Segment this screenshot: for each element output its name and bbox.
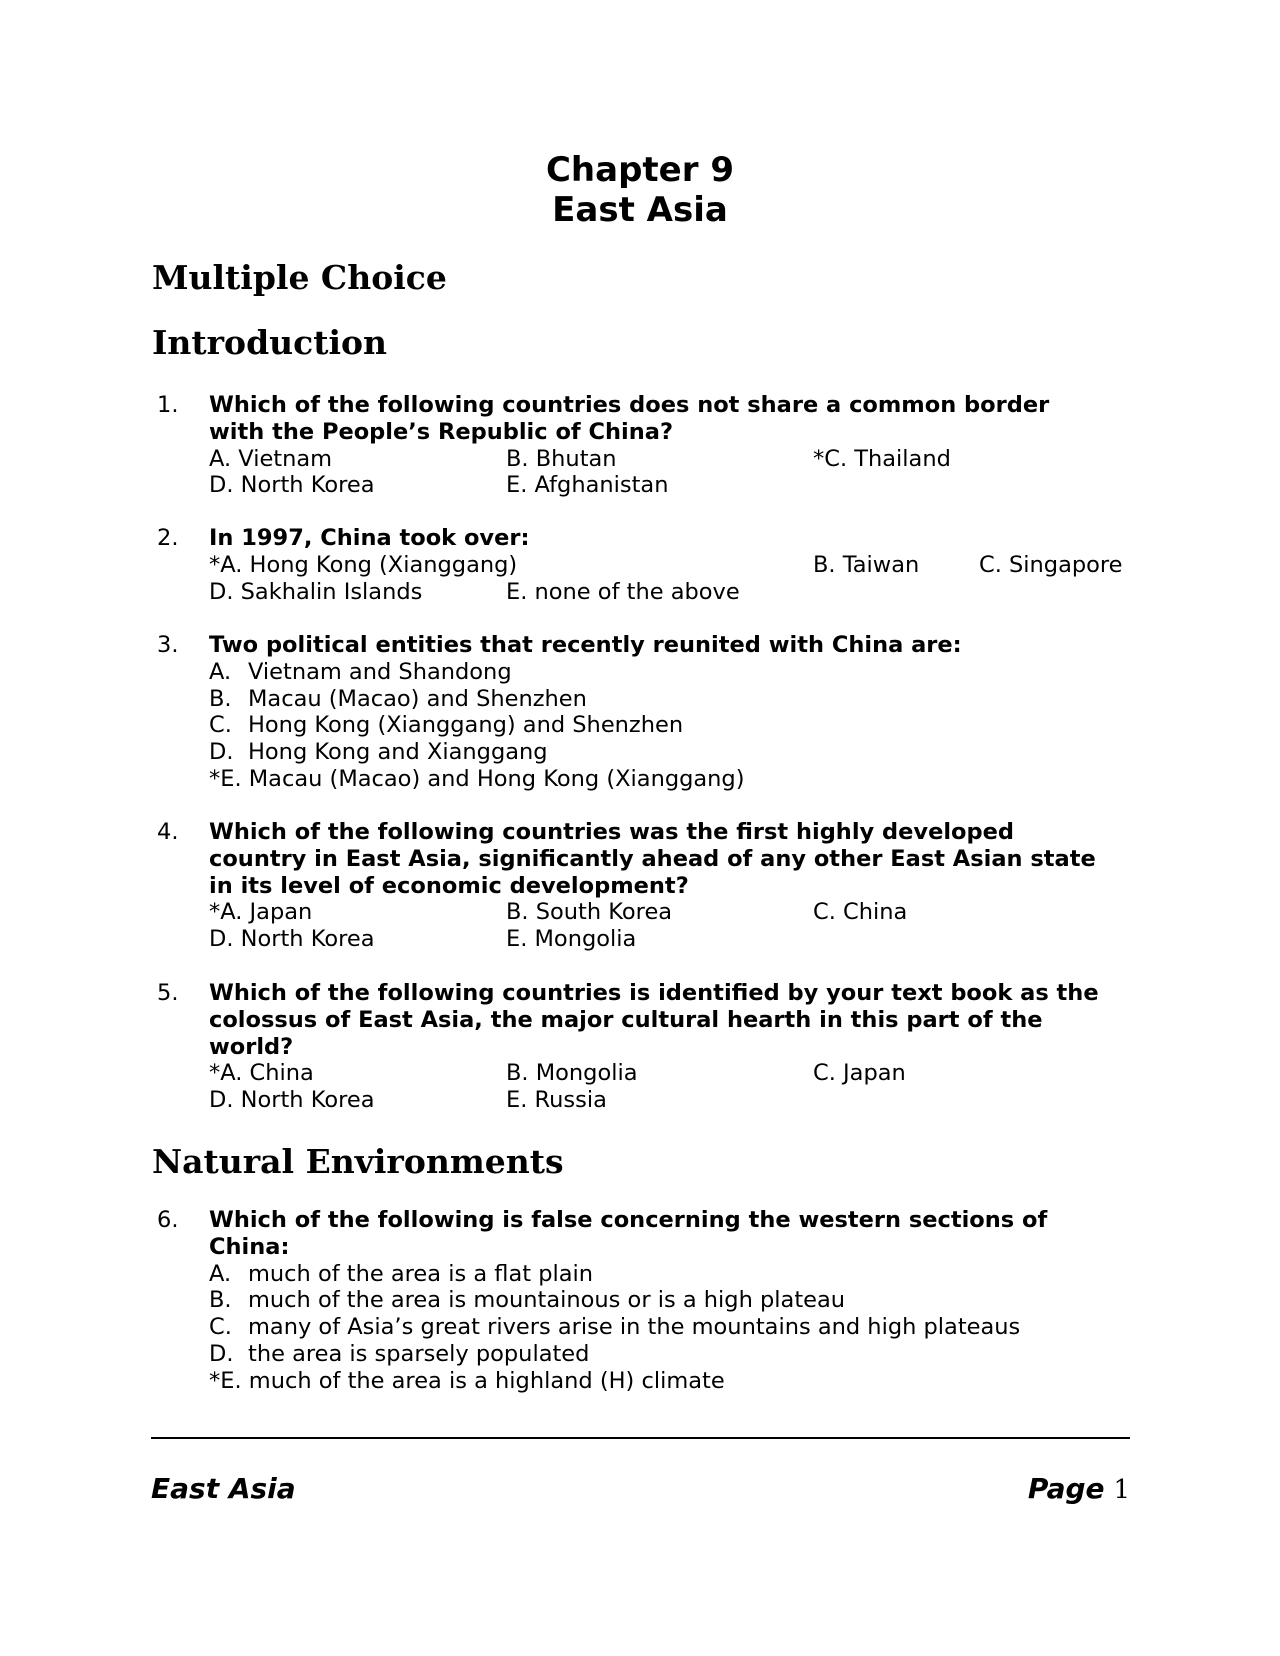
option-text: Macau (Macao) and Shenzhen bbox=[248, 685, 587, 712]
page-number bbox=[1028, 1472, 1130, 1507]
page-number-value: 1 bbox=[1113, 1475, 1130, 1505]
option-correct: *C. Thailand bbox=[813, 445, 951, 472]
option-letter: A. bbox=[209, 1260, 232, 1287]
stem-line: Which of the following countries is identified by your text book as the bbox=[209, 980, 1099, 1006]
option: A. Vietnam bbox=[209, 445, 333, 472]
stem-line: world? bbox=[209, 1033, 294, 1060]
question-6 bbox=[152, 1207, 1132, 1395]
option-letter: D. bbox=[209, 739, 234, 766]
option-text: Vietnam and Shandong bbox=[248, 658, 512, 685]
option-letter: D. bbox=[209, 1340, 234, 1367]
option bbox=[209, 1261, 1132, 1288]
question-number: 2. bbox=[157, 525, 179, 551]
option bbox=[209, 686, 1132, 713]
question-4 bbox=[152, 819, 1132, 953]
option-row bbox=[209, 579, 1132, 606]
option-correct: *A. Hong Kong (Xianggang) bbox=[209, 551, 518, 578]
option: D. North Korea bbox=[209, 926, 375, 953]
option: C. China bbox=[813, 899, 908, 926]
question-number: 1. bbox=[157, 392, 179, 418]
stem-line: Two political entities that recently reunited with China are: bbox=[209, 632, 962, 658]
option-letter: B. bbox=[209, 1287, 232, 1314]
option bbox=[209, 1287, 1132, 1314]
option: E. Russia bbox=[506, 1087, 607, 1114]
question-number: 5. bbox=[157, 980, 179, 1006]
question-number: 4. bbox=[157, 819, 179, 845]
stem-line: In 1997, China took over: bbox=[209, 525, 530, 551]
footer-title: East Asia bbox=[151, 1472, 296, 1505]
option: C. Singapore bbox=[979, 551, 1123, 578]
page-label: Page bbox=[1027, 1472, 1105, 1505]
option: B. South Korea bbox=[506, 899, 673, 926]
question-1 bbox=[152, 392, 1132, 499]
option-text: Hong Kong (Xianggang) and Shenzhen bbox=[248, 712, 684, 739]
question-stem bbox=[209, 632, 1132, 659]
option bbox=[209, 659, 1132, 686]
option-list bbox=[209, 659, 1132, 793]
option: E. none of the above bbox=[506, 578, 740, 605]
footer-divider bbox=[151, 1437, 1130, 1439]
chapter-title: East Asia bbox=[552, 190, 728, 230]
section-natural-environments: Natural Environments bbox=[152, 1142, 564, 1181]
question-stem bbox=[209, 819, 1132, 899]
option-row bbox=[209, 446, 1132, 473]
stem-line: with the People’s Republic of China? bbox=[209, 418, 674, 445]
question-stem bbox=[209, 525, 1132, 552]
stem-line: Which of the following countries does not share a common border bbox=[209, 392, 1050, 418]
question-5 bbox=[152, 980, 1132, 1114]
option-row bbox=[209, 926, 1132, 953]
option: B. Taiwan bbox=[813, 551, 920, 578]
question-number: 3. bbox=[157, 632, 179, 658]
option-correct bbox=[209, 1368, 1132, 1395]
option-row bbox=[209, 899, 1132, 926]
option-letter: C. bbox=[209, 712, 232, 739]
option bbox=[209, 1314, 1132, 1341]
option-text: *E. Macau (Macao) and Hong Kong (Xianggang) bbox=[209, 765, 745, 792]
option bbox=[209, 1341, 1132, 1368]
stem-line: country in East Asia, significantly ahead of any other East Asian state bbox=[209, 845, 1096, 872]
option-row bbox=[209, 552, 1132, 579]
option-letter: A. bbox=[209, 658, 232, 685]
option: D. North Korea bbox=[209, 1087, 375, 1114]
section-introduction: Introduction bbox=[152, 323, 388, 362]
question-2 bbox=[152, 525, 1132, 605]
option: B. Mongolia bbox=[506, 1060, 638, 1087]
option-correct: *A. Japan bbox=[209, 899, 313, 926]
option-text: *E. much of the area is a highland (H) climate bbox=[209, 1367, 725, 1394]
stem-line: China: bbox=[209, 1233, 290, 1260]
option: B. Bhutan bbox=[506, 445, 617, 472]
question-stem bbox=[209, 392, 1132, 446]
stem-line: in its level of economic development? bbox=[209, 872, 689, 899]
option bbox=[209, 712, 1132, 739]
option-row bbox=[209, 472, 1132, 499]
question-3 bbox=[152, 632, 1132, 793]
option: C. Japan bbox=[813, 1060, 906, 1087]
stem-line: Which of the following is false concerning the western sections of bbox=[209, 1207, 1048, 1233]
option-text: much of the area is a flat plain bbox=[248, 1260, 594, 1287]
option: D. Sakhalin Islands bbox=[209, 578, 423, 605]
chapter-number: Chapter 9 bbox=[545, 150, 734, 190]
option: E. Afghanistan bbox=[506, 472, 669, 499]
option-row bbox=[209, 1087, 1132, 1114]
option-text: many of Asia’s great rivers arise in the mountains and high plateaus bbox=[248, 1314, 1021, 1341]
option-letter: C. bbox=[209, 1314, 232, 1341]
option-correct: *A. China bbox=[209, 1060, 314, 1087]
stem-line: colossus of East Asia, the major cultural hearth in this part of the bbox=[209, 1006, 1043, 1033]
stem-line: Which of the following countries was the first highly developed bbox=[209, 819, 1014, 845]
option-correct bbox=[209, 766, 1132, 793]
option-text: much of the area is mountainous or is a high plateau bbox=[248, 1287, 846, 1314]
question-stem bbox=[209, 1207, 1132, 1261]
option-list bbox=[209, 1261, 1132, 1395]
question-stem bbox=[209, 980, 1132, 1060]
option-row bbox=[209, 1060, 1132, 1087]
option: E. Mongolia bbox=[506, 926, 637, 953]
option-text: the area is sparsely populated bbox=[248, 1340, 590, 1367]
section-multiple-choice: Multiple Choice bbox=[152, 258, 447, 297]
option bbox=[209, 739, 1132, 766]
question-number: 6. bbox=[157, 1207, 179, 1233]
option: D. North Korea bbox=[209, 472, 375, 499]
option-text: Hong Kong and Xianggang bbox=[248, 739, 548, 766]
option-letter: B. bbox=[209, 685, 232, 712]
